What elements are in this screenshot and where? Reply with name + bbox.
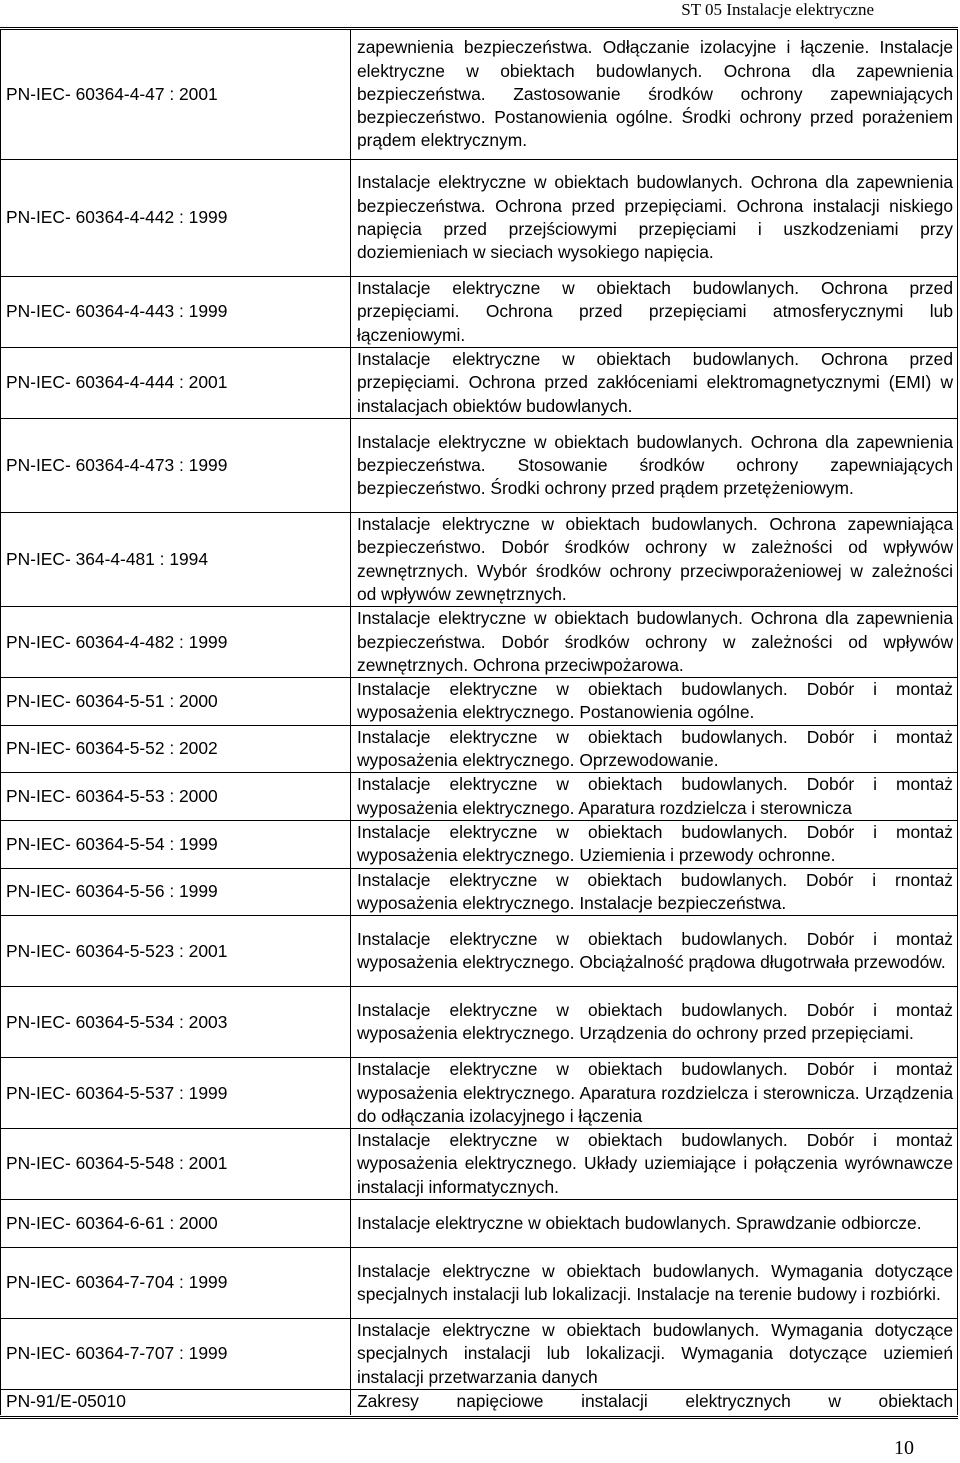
standard-description: Instalacje elektryczne w obiektach budowlanych. Ochrona zapewniająca bezpieczeństwo. Dobór środków ochrony w zależności od wpływów zewnętrznych. Wybór środków ochrony przeciwporażeniowej w zależności od wpływów zewnętrznych. [351, 513, 958, 607]
table-row [1, 277, 958, 348]
standard-description: Instalacje elektryczne w obiektach budowlanych. Dobór i montaż wyposażenia elektrycznego. Układy uziemiające i połączenia wyrównawcze instalacji informatycznych. [351, 1129, 958, 1200]
standard-code: PN-91/E-05010 [1, 1390, 351, 1415]
standard-code: PN-IEC- 60364-4-47 : 2001 [1, 30, 351, 160]
table-row [1, 987, 958, 1058]
table-row [1, 1200, 958, 1248]
table-row [1, 820, 958, 868]
table-row [1, 607, 958, 678]
standard-description: Instalacje elektryczne w obiektach budowlanych. Ochrona przed przepięciami. Ochrona przed zakłóceniami elektromagnetycznymi (EMI) w instalacjach obiektów budowlanych. [351, 348, 958, 419]
standard-description: Instalacje elektryczne w obiektach budowlanych. Wymagania dotyczące specjalnych instalacji lub lokalizacji. Wymagania dotyczące uziemień instalacji przetwarzania danych [351, 1319, 958, 1390]
standard-description: Instalacje elektryczne w obiektach budowlanych. Dobór i montaż wyposażenia elektrycznego. Urządzenia do ochrony przed przepięciami. [351, 987, 958, 1058]
standard-description: Instalacje elektryczne w obiektach budowlanych. Dobór i montaż wyposażenia elektrycznego. Oprzewodowanie. [351, 725, 958, 773]
table-row [1, 773, 958, 821]
standard-description: Instalacje elektryczne w obiektach budowlanych. Dobór i rnontaż wyposażenia elektrycznego. Instalacje bezpieczeństwa. [351, 868, 958, 916]
table-row [1, 678, 958, 726]
standard-description: Zakresy napięciowe instalacji elektrycznych w obiektach [351, 1390, 958, 1415]
footer-divider [0, 1416, 958, 1419]
standard-code: PN-IEC- 60364-5-56 : 1999 [1, 868, 351, 916]
standard-code: PN-IEC- 364-4-481 : 1994 [1, 513, 351, 607]
table-row [1, 348, 958, 419]
standard-description: Instalacje elektryczne w obiektach budowlanych. Dobór i montaż wyposażenia elektrycznego. Postanowienia ogólne. [351, 678, 958, 726]
standard-code: PN-IEC- 60364-5-537 : 1999 [1, 1058, 351, 1129]
table-row [1, 1058, 958, 1129]
standard-code: PN-IEC- 60364-5-534 : 2003 [1, 987, 351, 1058]
table-row [1, 1390, 958, 1415]
standard-description: Instalacje elektryczne w obiektach budowlanych. Ochrona dla zapewnienia bezpieczeństwa. Stosowanie środków ochrony zapewniających bezpieczeństwo. Środki ochrony przed prądem przetężeniowym. [351, 419, 958, 513]
standard-code: PN-IEC- 60364-4-443 : 1999 [1, 277, 351, 348]
table-row [1, 1248, 958, 1319]
standards-table-body [1, 30, 958, 1415]
standard-code: PN-IEC- 60364-4-444 : 2001 [1, 348, 351, 419]
standard-code: PN-IEC- 60364-4-442 : 1999 [1, 160, 351, 277]
standard-code: PN-IEC- 60364-5-52 : 2002 [1, 725, 351, 773]
standard-code: PN-IEC- 60364-5-54 : 1999 [1, 820, 351, 868]
standard-description: Instalacje elektryczne w obiektach budowlanych. Dobór i montaż wyposażenia elektrycznego. Aparatura rozdzielcza i sterownicza [351, 773, 958, 821]
standard-code: PN-IEC- 60364-5-53 : 2000 [1, 773, 351, 821]
table-row [1, 1319, 958, 1390]
table-row [1, 30, 958, 160]
standard-code: PN-IEC- 60364-7-704 : 1999 [1, 1248, 351, 1319]
standard-code: PN-IEC- 60364-5-523 : 2001 [1, 916, 351, 987]
standard-code: PN-IEC- 60364-5-548 : 2001 [1, 1129, 351, 1200]
standards-table [0, 29, 958, 1415]
standard-description: Instalacje elektryczne w obiektach budowlanych. Ochrona dla zapewnienia bezpieczeństwa. Ochrona przed przepięciami. Ochrona instalacji niskiego napięcia przed przejściowymi przepięciami i uszkodzeniami przy doziemieniach w sieciach wysokiego napięcia. [351, 160, 958, 277]
standard-code: PN-IEC- 60364-4-482 : 1999 [1, 607, 351, 678]
standard-description: Instalacje elektryczne w obiektach budowlanych. Dobór i montaż wyposażenia elektrycznego. Aparatura rozdzielcza i sterownicza. Urządzenia do odłączania izolacyjnego i łączenia [351, 1058, 958, 1129]
table-row [1, 1129, 958, 1200]
running-header: ST 05 Instalacje elektryczne [681, 0, 874, 19]
standard-description: Instalacje elektryczne w obiektach budowlanych. Sprawdzanie odbiorcze. [351, 1200, 958, 1248]
standard-code: PN-IEC- 60364-5-51 : 2000 [1, 678, 351, 726]
standard-code: PN-IEC- 60364-7-707 : 1999 [1, 1319, 351, 1390]
standard-description: Instalacje elektryczne w obiektach budowlanych. Dobór i montaż wyposażenia elektrycznego. Uziemienia i przewody ochronne. [351, 820, 958, 868]
standard-description: Instalacje elektryczne w obiektach budowlanych. Ochrona dla zapewnienia bezpieczeństwa. Dobór środków ochrony w zależności od wpływów zewnętrznych. Ochrona przeciwpożarowa. [351, 607, 958, 678]
table-row [1, 160, 958, 277]
table-row [1, 513, 958, 607]
standard-code: PN-IEC- 60364-4-473 : 1999 [1, 419, 351, 513]
table-row [1, 868, 958, 916]
table-row [1, 916, 958, 987]
standard-description: Instalacje elektryczne w obiektach budowlanych. Ochrona przed przepięciami. Ochrona przed przepięciami atmosferycznymi lub łączeniowymi. [351, 277, 958, 348]
standard-description: Instalacje elektryczne w obiektach budowlanych. Dobór i montaż wyposażenia elektrycznego. Obciążalność prądowa długotrwała przewodów. [351, 916, 958, 987]
standard-description: Instalacje elektryczne w obiektach budowlanych. Wymagania dotyczące specjalnych instalacji lub lokalizacji. Instalacje na terenie budowy i rozbiórki. [351, 1248, 958, 1319]
page-number: 10 [894, 1437, 914, 1459]
table-row [1, 725, 958, 773]
table-row [1, 419, 958, 513]
standard-description: zapewnienia bezpieczeństwa. Odłączanie izolacyjne i łączenie. Instalacje elektryczne w obiektach budowlanych. Ochrona dla zapewnienia bezpieczeństwa. Zastosowanie środków ochrony zapewniających bezpieczeństwo. Postanowienia ogólne. Środki ochrony przed porażeniem prądem elektrycznym. [351, 30, 958, 160]
standard-code: PN-IEC- 60364-6-61 : 2000 [1, 1200, 351, 1248]
